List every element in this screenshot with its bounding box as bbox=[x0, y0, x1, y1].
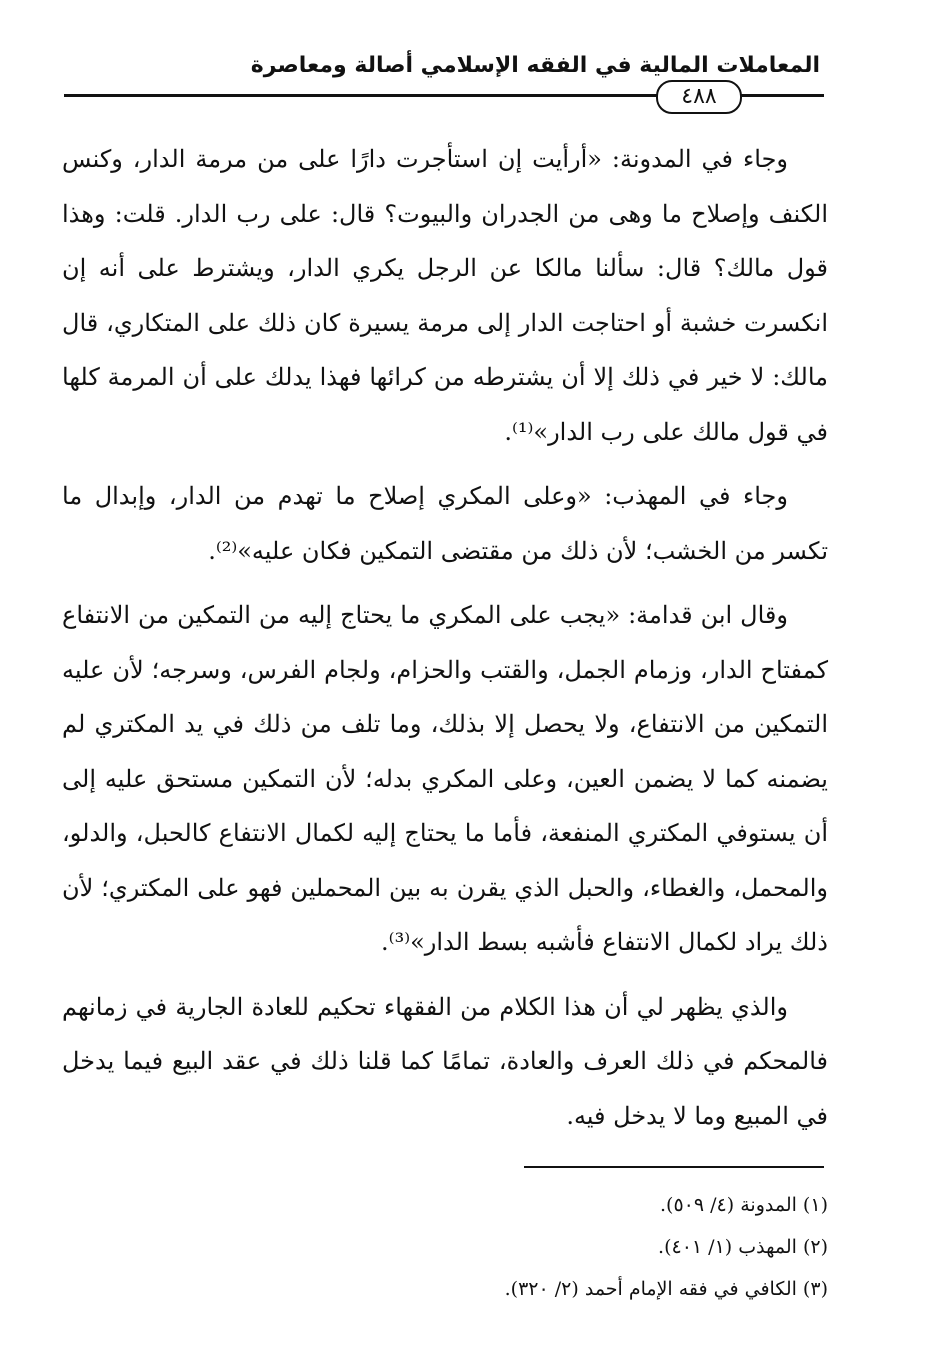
footnotes bbox=[62, 1184, 828, 1310]
footnote-2: (٢) المهذب (١/ ٤٠١). bbox=[658, 1236, 828, 1258]
body-text bbox=[62, 132, 828, 1153]
paragraph-conclusion: والذي يظهر لي أن هذا الكلام من الفقهاء تحكيم للعادة الجارية في زمانهم فالمحكم في ذلك العرف والعادة، تمامًا كما قلنا ذلك في عقد البيع فيما يدخل في المبيع وما لا يدخل فيه. bbox=[62, 992, 829, 1130]
running-header-title: المعاملات المالية في الفقه الإسلامي أصالة ومعاصرة bbox=[250, 53, 820, 78]
paragraph-muhadhab: وجاء في المهذب: «وعلى المكري إصلاح ما تهدم من الدار، وإبدال ما تكسر من الخشب؛ لأن ذلك من مقتضى التمكين فكان عليه»⁽²⁾. bbox=[62, 482, 828, 565]
paragraph-mudawwana: وجاء في المدونة: «أرأيت إن استأجرت دارًا على من مرمة الدار، وكنس الكنف وإصلاح ما وهى من الجدران والبيوت؟ قال: على رب الدار. قلت: وهذا قول مالك؟ قال: سألنا مالكا عن الرجل يكري الدار، ويشترط على أنه إن انكسرت خشبة أو احتاجت الدار إلى مرمة يسيرة كان ذلك على المتكاري، قال مالك: لا خير في ذلك إلا أن يشترطه من كرائها فهذا يدلك على أن المرمة كلها في قول مالك على رب الدار»⁽¹⁾. bbox=[62, 145, 828, 446]
page-number: ٤٨٨ bbox=[656, 80, 742, 114]
paragraph-ibn-qudama: وقال ابن قدامة: «يجب على المكري ما يحتاج إليه من التمكين من الانتفاع كمفتاح الدار، وزمام الجمل، والقتب والحزام، ولجام الفرس، وسرجه؛ لأن عليه التمكين من الانتفاع، ولا يحصل إلا بذلك، وما تلف من ذلك في يد المكتري لم يضمنه كما لا يضمن العين، وعلى المكري بدله؛ لأن التمكين مستحق عليه إلى أن يستوفي المكتري المنفعة، فأما ما يحتاج إليه لكمال الانتفاع كالحبل، والدلو، والمحمل، والغطاء، والحبل الذي يقرن به بين المحملين فهو على المكتري؛ لأن ذلك يراد لكمال الانتفاع فأشبه بسط الدار»⁽³⁾. bbox=[62, 601, 828, 956]
footnote-rule bbox=[524, 1166, 824, 1168]
footnote-1: (١) المدونة (٤/ ٥٠٩). bbox=[660, 1194, 828, 1216]
footnote-3: (٣) الكافي في فقه الإمام أحمد (٢/ ٣٢٠). bbox=[504, 1278, 828, 1300]
